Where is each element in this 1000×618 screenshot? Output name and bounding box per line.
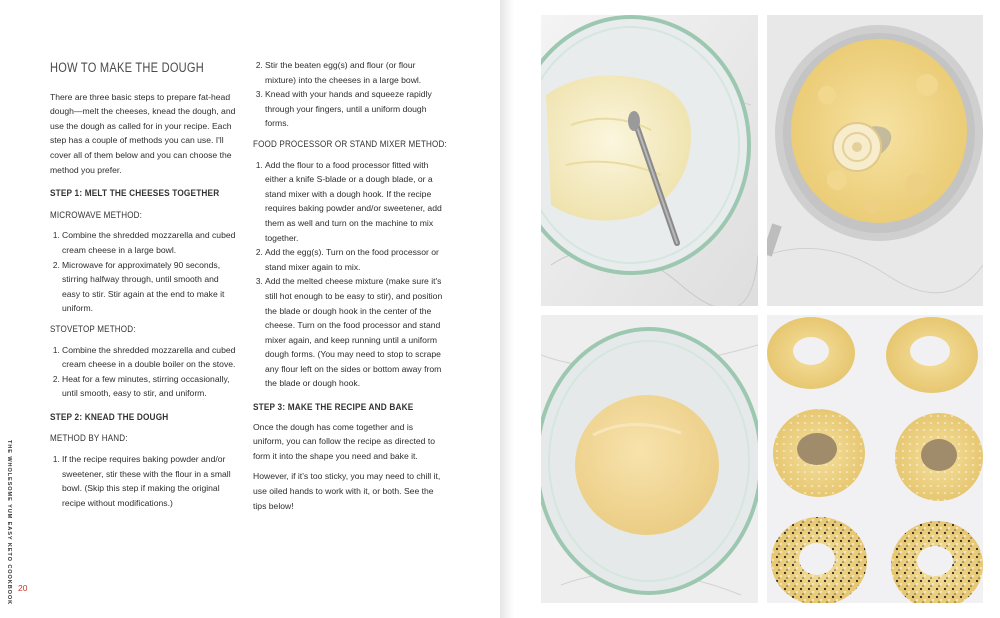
stovetop-steps-list bbox=[50, 343, 238, 401]
intro-paragraph: There are three basic steps to prepare fat-head dough—melt the cheeses, knead the dough, and use the dough as called for in your recipe. Each step has a couple of methods you can use. I'll cover all of them below and you can choose the method you prefer. bbox=[50, 91, 236, 175]
hand-steps-list-part1 bbox=[50, 452, 238, 510]
page-number: 20 bbox=[18, 583, 28, 593]
list-item: 2. Heat for a few minutes, stirring occasionally, until smooth, easy to stir, and uniform. bbox=[62, 372, 238, 401]
step3-paragraph-1: Once the dough has come together and is uniform, you can follow the recipe as directed to form it into the shape you need and bake it. bbox=[253, 421, 435, 461]
photo-bagels-baking-sheet bbox=[767, 315, 983, 603]
list-item: 1. Combine the shredded mozzarella and cubed cream cheese in a double boiler on the stove. bbox=[62, 343, 238, 372]
list-item: 2. Stir the beaten egg(s) and flour (or flour mixture) into the cheeses in a large bowl. bbox=[265, 58, 443, 87]
step2-heading: STEP 2: KNEAD THE DOUGH bbox=[50, 411, 169, 423]
hand-method-heading: METHOD BY HAND: bbox=[50, 432, 128, 444]
book-gutter bbox=[500, 0, 514, 618]
photo-food-processor-dough bbox=[767, 15, 983, 306]
list-item: 3. Add the melted cheese mixture (make sure it's still hot enough to be easy to stir), and position the blade or dough hook in the center of the cheese. Turn on the food processor and stand mixer again, and keep running until a uniform dough forms. (You may need to stop to scrape any flour left on the sides or bottom away from the blade or dough hook. bbox=[265, 274, 443, 391]
stovetop-method-heading: STOVETOP METHOD: bbox=[50, 322, 136, 334]
photo-melted-cheese-bowl bbox=[541, 15, 758, 306]
step3-paragraph-2: However, if it's too sticky, you may need to chill it, use oiled hands to work with it, or both. See the tips below! bbox=[253, 471, 441, 511]
text-column-right bbox=[253, 58, 447, 519]
step3-heading: STEP 3: MAKE THE RECIPE AND BAKE bbox=[253, 402, 414, 414]
list-item: 2. Microwave for approximately 90 seconds, stirring halfway through, until smooth and easy to stir. Stir again at the end to make it uniform. bbox=[62, 258, 238, 316]
text-column-left bbox=[50, 58, 238, 516]
processor-steps-list bbox=[253, 158, 443, 392]
processor-method-heading: FOOD PROCESSOR OR STAND MIXER METHOD: bbox=[253, 137, 447, 149]
microwave-steps-list bbox=[50, 228, 238, 316]
running-title: THE WHOLESOME YUM EASY KETO COOKBOOK bbox=[6, 440, 12, 606]
step1-heading: STEP 1: MELT THE CHEESES TOGETHER bbox=[50, 188, 220, 200]
list-item: 3. Knead with your hands and squeeze rapidly through your fingers, until a uniform dough forms. bbox=[265, 87, 443, 131]
photo-dough-ball-bowl bbox=[541, 315, 758, 603]
hand-steps-list-part2 bbox=[253, 58, 443, 131]
list-item: 2. Add the egg(s). Turn on the food processor or stand mixer again to mix. bbox=[265, 245, 443, 274]
section-heading: HOW TO MAKE THE DOUGH bbox=[50, 60, 205, 75]
microwave-method-heading: MICROWAVE METHOD: bbox=[50, 208, 143, 220]
list-item: 1. If the recipe requires baking powder and/or sweetener, stir these with the flour in a small bowl. (Skip this step if making the original recipe without modifications.) bbox=[62, 452, 238, 510]
list-item: 1. Combine the shredded mozzarella and cubed cream cheese in a large bowl. bbox=[62, 228, 238, 257]
list-item: 1. Add the flour to a food processor fitted with either a knife S-blade or a dough blade, or a stand mixer with a dough hook. If the recipe requires baking powder and/or sweetener, add them as well and turn on the machine to mix together. bbox=[265, 158, 443, 246]
